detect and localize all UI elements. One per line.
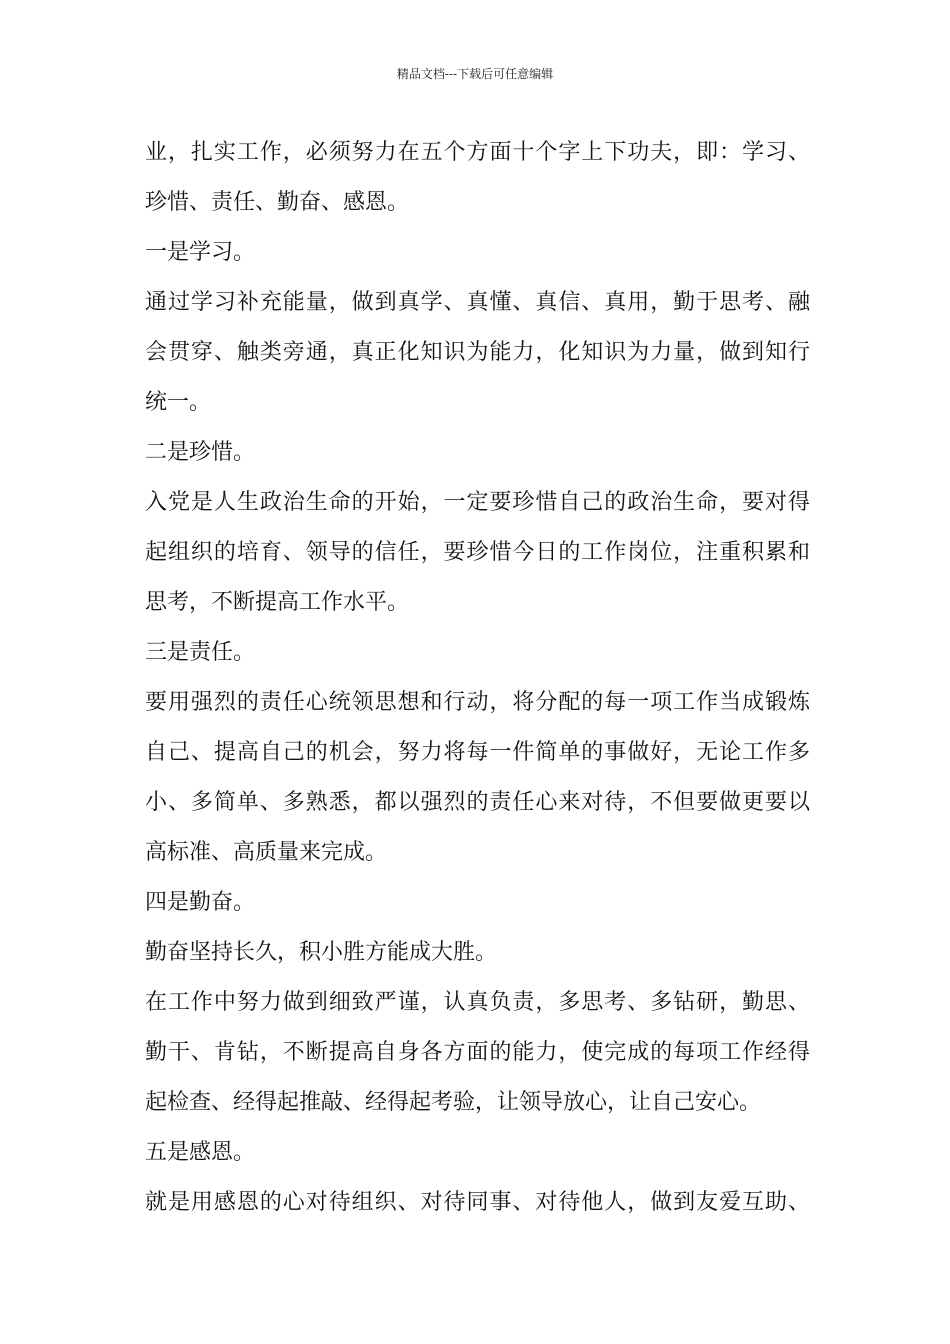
- text-line: 小、多简单、多熟悉，都以强烈的责任心来对待，不但要做更要以: [145, 790, 810, 815]
- text-line: 勤奋坚持长久，积小胜方能成大胜。: [145, 940, 498, 965]
- text-line: 通过学习补充能量，做到真学、真懂、真信、真用，勤于思考、融: [145, 290, 810, 315]
- text-line: 自己、提高自己的机会，努力将每一件简单的事做好，无论工作多: [145, 740, 810, 765]
- text-line: 入党是人生政治生命的开始，一定要珍惜自己的政治生命，要对得: [145, 490, 810, 515]
- text-line: 起组织的培育、领导的信任，要珍惜今日的工作岗位，注重积累和: [145, 540, 810, 565]
- text-line: 思考，不断提高工作水平。: [145, 590, 410, 615]
- section-heading: 二是珍惜。: [145, 440, 256, 465]
- text-line: 高标准、高质量来完成。: [145, 840, 388, 865]
- text-line: 统一。: [145, 390, 212, 415]
- text-line: 要用强烈的责任心统领思想和行动，将分配的每一项工作当成锻炼: [145, 690, 810, 715]
- section-heading: 一是学习。: [145, 240, 256, 265]
- text-line: 业，扎实工作，必须努力在五个方面十个字上下功夫，即：学习、: [145, 140, 810, 165]
- document-body: [145, 128, 810, 1228]
- section-heading: 三是责任。: [145, 640, 256, 665]
- text-line: 珍惜、责任、勤奋、感恩。: [145, 190, 410, 215]
- page-header: 精品文档---下载后可任意编辑: [396, 67, 554, 81]
- text-line: 起检查、经得起推敲、经得起考验，让领导放心，让自己安心。: [145, 1090, 762, 1115]
- section-heading: 四是勤奋。: [145, 890, 256, 915]
- section-heading: 五是感恩。: [145, 1140, 256, 1165]
- text-line: 在工作中努力做到细致严谨，认真负责，多思考、多钻研，勤思、: [145, 990, 810, 1015]
- text-line: 会贯穿、触类旁通，真正化知识为能力，化知识为力量，做到知行: [145, 340, 810, 365]
- text-line: 就是用感恩的心对待组织、对待同事、对待他人，做到友爱互助、: [145, 1190, 810, 1215]
- text-line: 勤干、肯钻，不断提高自身各方面的能力，使完成的每项工作经得: [145, 1040, 810, 1065]
